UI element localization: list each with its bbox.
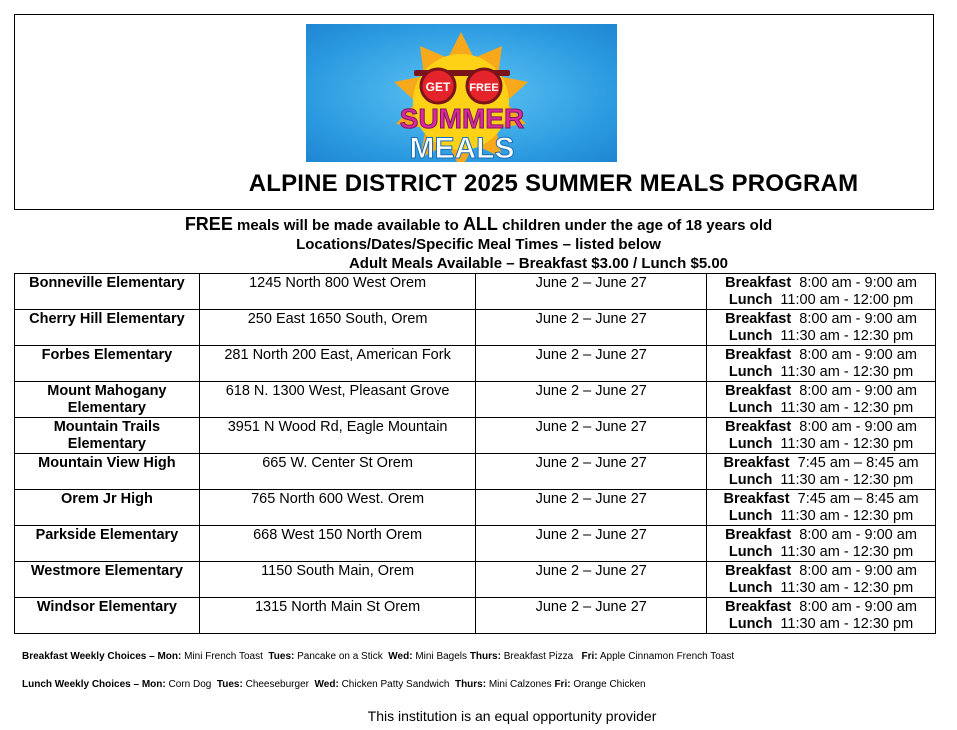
- site-dates: June 2 – June 27: [476, 526, 707, 562]
- site-name: Mount Mahogany Elementary: [15, 382, 200, 418]
- weekly-day: Mon:: [154, 651, 182, 662]
- weekly-day: Tues:: [214, 679, 243, 690]
- lunch-time: Lunch 11:30 am - 12:30 pm: [728, 544, 914, 560]
- weekly-food: Mini French Toast: [181, 651, 266, 662]
- weekly-food: Orange Chicken: [570, 679, 646, 690]
- logo-summer-text: SUMMER: [399, 103, 525, 134]
- site-address: 3951 N Wood Rd, Eagle Mountain: [199, 418, 476, 454]
- weekly-food: Corn Dog: [165, 679, 215, 690]
- site-address: 765 North 600 West. Orem: [199, 490, 476, 526]
- site-dates: June 2 – June 27: [476, 382, 707, 418]
- site-times: [707, 346, 936, 382]
- site-name: Forbes Elementary: [15, 346, 200, 382]
- site-name: Windsor Elementary: [15, 598, 200, 634]
- weekly-food: Mini Bagels: [412, 651, 470, 662]
- site-times: [707, 382, 936, 418]
- site-times: [707, 526, 936, 562]
- site-dates: June 2 – June 27: [476, 310, 707, 346]
- site-address: 281 North 200 East, American Fork: [199, 346, 476, 382]
- lunch-weekly-choices: [22, 679, 646, 690]
- free-meals-line: FREE meals will be made available to ALL children under the age of 18 years old: [184, 214, 773, 234]
- weekly-day: Mon:: [139, 679, 166, 690]
- weekly-food: Cheeseburger: [242, 679, 312, 690]
- table-row: [15, 346, 936, 382]
- lunch-time: Lunch 11:30 am - 12:30 pm: [728, 364, 914, 380]
- lunch-time: Lunch 11:00 am - 12:00 pm: [728, 292, 914, 308]
- site-name: Mountain View High: [15, 454, 200, 490]
- breakfast-time: Breakfast 8:00 am - 9:00 am: [725, 275, 917, 291]
- lunch-time: Lunch 11:30 am - 12:30 pm: [728, 400, 914, 416]
- logo-meals-text: MEALS: [409, 132, 515, 162]
- weekly-food: Mini Calzones: [486, 679, 555, 690]
- site-times: [707, 598, 936, 634]
- site-address: 1150 South Main, Orem: [199, 562, 476, 598]
- site-times: [707, 310, 936, 346]
- table-row: [15, 526, 936, 562]
- table-row: [15, 310, 936, 346]
- logo-free-text: FREE: [469, 82, 499, 94]
- breakfast-time: Breakfast 8:00 am - 9:00 am: [725, 599, 917, 615]
- lunch-time: Lunch 11:30 am - 12:30 pm: [728, 616, 914, 632]
- site-address: 665 W. Center St Orem: [199, 454, 476, 490]
- sites-table: [14, 273, 936, 634]
- breakfast-time: Breakfast 8:00 am - 9:00 am: [725, 419, 917, 435]
- equal-opportunity-footer: This institution is an equal opportunity provider: [367, 708, 657, 724]
- weekly-day: Wed:: [385, 651, 413, 662]
- weekly-day: Tues:: [265, 651, 295, 662]
- weekly-day: Fri:: [554, 679, 571, 690]
- site-address: 668 West 150 North Orem: [199, 526, 476, 562]
- weekly-food: Pancake on a Stick: [294, 651, 386, 662]
- site-name: Orem Jr High: [15, 490, 200, 526]
- site-name: Bonneville Elementary: [15, 274, 200, 310]
- breakfast-time: Breakfast 7:45 am – 8:45 am: [723, 491, 919, 507]
- breakfast-weekly-choices: [22, 651, 734, 662]
- table-row: [15, 490, 936, 526]
- table-row: [15, 382, 936, 418]
- site-times: [707, 418, 936, 454]
- site-times: [707, 274, 936, 310]
- site-address: 250 East 1650 South, Orem: [199, 310, 476, 346]
- site-address: 618 N. 1300 West, Pleasant Grove: [199, 382, 476, 418]
- table-row: [15, 418, 936, 454]
- logo-get-text: GET: [425, 80, 451, 94]
- breakfast-time: Breakfast 8:00 am - 9:00 am: [725, 311, 917, 327]
- table-row: [15, 562, 936, 598]
- page-title: ALPINE DISTRICT 2025 SUMMER MEALS PROGRAM: [248, 170, 859, 197]
- site-dates: June 2 – June 27: [476, 454, 707, 490]
- site-name: Cherry Hill Elementary: [15, 310, 200, 346]
- weekly-day: Thurs:: [469, 651, 501, 662]
- locations-line: Locations/Dates/Specific Meal Times – listed below: [296, 236, 661, 253]
- breakfast-time: Breakfast 8:00 am - 9:00 am: [725, 527, 917, 543]
- breakfast-time: Breakfast 8:00 am - 9:00 am: [725, 347, 917, 363]
- site-address: 1315 North Main St Orem: [199, 598, 476, 634]
- weekly-day: Wed:: [311, 679, 339, 690]
- site-times: [707, 454, 936, 490]
- weekly-food: Apple Cinnamon French Toast: [597, 651, 735, 662]
- site-dates: June 2 – June 27: [476, 418, 707, 454]
- lunch-time: Lunch 11:30 am - 12:30 pm: [728, 580, 914, 596]
- weekly-food: Breakfast Pizza: [500, 651, 576, 662]
- weekly-day: Fri:: [575, 651, 598, 662]
- weekly-heading: Lunch Weekly Choices –: [22, 679, 140, 690]
- table-row: [15, 274, 936, 310]
- site-name: Mountain Trails Elementary: [15, 418, 200, 454]
- site-dates: June 2 – June 27: [476, 562, 707, 598]
- site-address: 1245 North 800 West Orem: [199, 274, 476, 310]
- lunch-time: Lunch 11:30 am - 12:30 pm: [728, 328, 914, 344]
- summer-meals-logo: [306, 24, 617, 162]
- lunch-time: Lunch 11:30 am - 12:30 pm: [728, 436, 914, 452]
- adult-meals-line: Adult Meals Available – Breakfast $3.00 / Lunch $5.00: [348, 255, 729, 272]
- site-dates: June 2 – June 27: [476, 598, 707, 634]
- site-times: [707, 562, 936, 598]
- site-dates: June 2 – June 27: [476, 274, 707, 310]
- weekly-heading: Breakfast Weekly Choices –: [22, 651, 155, 662]
- table-row: [15, 454, 936, 490]
- weekly-day: Thurs:: [452, 679, 487, 690]
- site-name: Parkside Elementary: [15, 526, 200, 562]
- breakfast-time: Breakfast 7:45 am – 8:45 am: [723, 455, 919, 471]
- table-row: [15, 598, 936, 634]
- site-dates: June 2 – June 27: [476, 346, 707, 382]
- breakfast-time: Breakfast 8:00 am - 9:00 am: [725, 383, 917, 399]
- site-times: [707, 490, 936, 526]
- site-name: Westmore Elementary: [15, 562, 200, 598]
- weekly-food: Chicken Patty Sandwich: [338, 679, 453, 690]
- breakfast-time: Breakfast 8:00 am - 9:00 am: [725, 563, 917, 579]
- site-dates: June 2 – June 27: [476, 490, 707, 526]
- lunch-time: Lunch 11:30 am - 12:30 pm: [728, 508, 914, 524]
- lunch-time: Lunch 11:30 am - 12:30 pm: [728, 472, 914, 488]
